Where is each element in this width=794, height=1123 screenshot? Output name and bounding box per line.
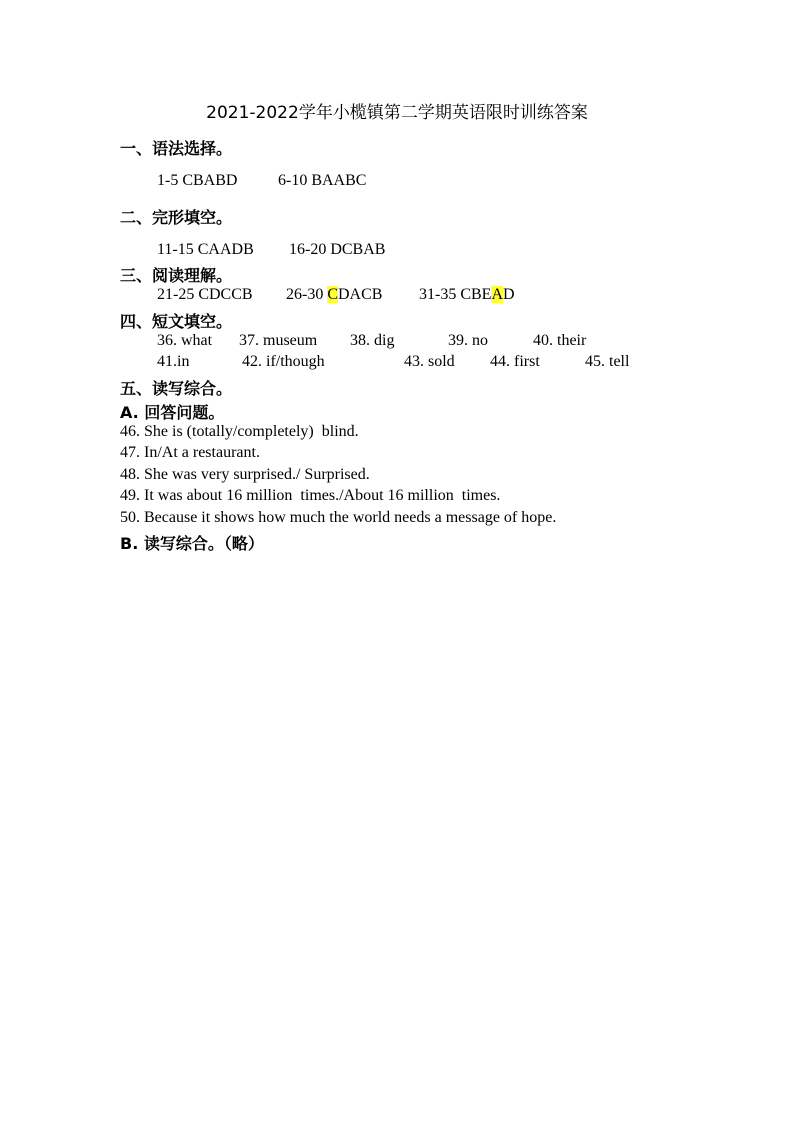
answer-item: 43. sold — [404, 353, 455, 370]
page-title: 2021-2022学年小榄镇第二学期英语限时训练答案 — [206, 103, 588, 123]
answer-item: 37. museum — [239, 332, 318, 349]
answer-line: 46. She is (totally/completely) blind. — [120, 423, 359, 440]
answer-group: 6-10 BAABC — [278, 172, 367, 189]
answer-item: 39. no — [448, 332, 488, 349]
answer-group: 21-25 CDCCB — [157, 286, 253, 303]
answer-item: 36. what — [157, 332, 213, 349]
answer-line: 50. Because it shows how much the world needs a message of hope. — [120, 509, 557, 526]
highlighted-answer: C — [327, 286, 338, 303]
highlighted-answer: A — [491, 286, 504, 303]
section-heading-fill-blanks: 四、短文填空。 — [120, 312, 233, 331]
answer-line: 49. It was about 16 million times./About 16 million times. — [120, 487, 501, 504]
answer-group: 1-5 CBABD — [157, 172, 238, 189]
answer-item: 41.in — [157, 353, 190, 370]
section-heading-grammar: 一、语法选择。 — [120, 139, 233, 158]
answer-text: D — [503, 286, 515, 303]
answer-group — [419, 286, 515, 304]
answer-item: 42. if/though — [242, 353, 325, 370]
answer-item: 44. first — [490, 353, 540, 370]
answer-item: 40. their — [533, 332, 587, 349]
answer-text: 31-35 CBE — [419, 286, 492, 303]
section-heading-read-write: 五、读写综合。 — [120, 379, 233, 398]
answer-group — [286, 286, 382, 304]
answer-item: 38. dig — [350, 332, 395, 349]
answer-group: 11-15 CAADB — [157, 241, 254, 258]
subsection-heading-a: A. 回答问题。 — [120, 403, 225, 422]
subsection-heading-b: B. 读写综合。（略） — [120, 534, 264, 553]
section-heading-reading: 三、阅读理解。 — [120, 266, 233, 285]
answer-item: 45. tell — [585, 353, 630, 370]
answer-text: DACB — [338, 286, 383, 303]
answer-group: 16-20 DCBAB — [289, 241, 386, 258]
answer-line: 48. She was very surprised./ Surprised. — [120, 466, 370, 483]
answer-line: 47. In/At a restaurant. — [120, 444, 260, 461]
section-heading-cloze: 二、完形填空。 — [120, 208, 233, 227]
answer-text: 26-30 — [286, 286, 328, 303]
